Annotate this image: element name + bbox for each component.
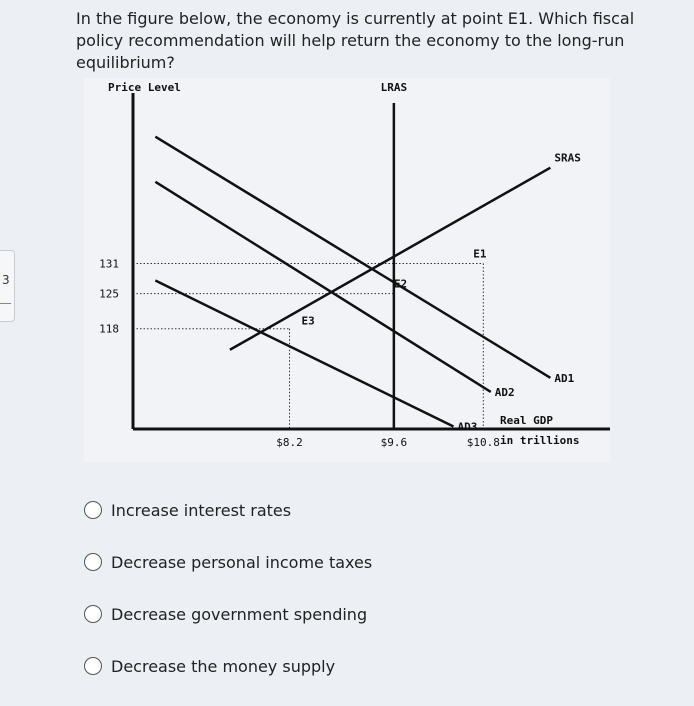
- equilibrium-label-e3: E3: [301, 314, 315, 328]
- equilibrium-label-e1: E1: [473, 247, 487, 261]
- radio-button[interactable]: [84, 553, 102, 571]
- curve-label-ad2: AD2: [494, 385, 515, 399]
- x-axis-title-line-1: Real GDP: [500, 414, 553, 427]
- side-panel-tab-divider: [0, 303, 11, 304]
- question-text: In the figure below, the economy is currently at point E1. Which fiscal policy recommendation will help return the economy to the long-run equilibrium?: [76, 9, 635, 72]
- y-axis-title: Price Level: [108, 81, 181, 94]
- curve-label-sras: SRAS: [554, 151, 581, 165]
- lras-label: LRAS: [380, 81, 408, 94]
- x-tick-label-8-2: $8.2: [276, 436, 303, 449]
- curve-label-ad1: AD1: [554, 371, 575, 385]
- curve-label-ad3: AD3: [457, 420, 478, 434]
- side-panel-tab[interactable]: [0, 250, 15, 322]
- x-axis-title-line-2: in trillions: [500, 434, 580, 447]
- curve-ad2: [155, 182, 490, 392]
- equilibrium-label-e2: E2: [393, 277, 408, 291]
- chart-panel: [84, 78, 610, 462]
- y-tick-label-125: 125: [99, 287, 119, 301]
- curve-ad1: [155, 137, 550, 378]
- ad-as-chart: [84, 78, 610, 462]
- option-label: Decrease the money supply: [111, 657, 336, 676]
- radio-button[interactable]: [84, 657, 102, 675]
- radio-button[interactable]: [84, 605, 102, 623]
- x-tick-label-10-8: $10.8: [466, 436, 500, 449]
- y-tick-label-131: 131: [99, 257, 119, 271]
- option-label: Decrease government spending: [111, 605, 368, 624]
- curve-ad3: [155, 281, 453, 427]
- option-label: Increase interest rates: [111, 501, 292, 520]
- side-panel-tab-label: 3: [2, 273, 10, 287]
- x-tick-label-9-6: $9.6: [380, 436, 408, 449]
- option-label: Decrease personal income taxes: [111, 553, 373, 572]
- radio-button[interactable]: [84, 501, 102, 519]
- y-tick-label-118: 118: [99, 322, 119, 336]
